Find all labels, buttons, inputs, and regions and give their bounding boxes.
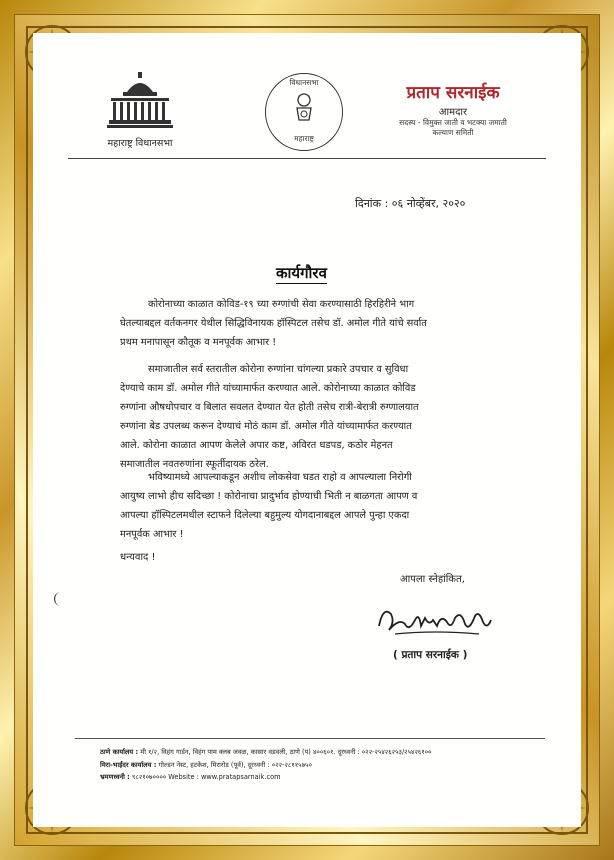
committee-line-2: कल्याण समिती — [432, 128, 474, 137]
footer-thane-office — [100, 747, 540, 756]
vidhan-bhavan-building-icon — [105, 70, 175, 130]
emblem-top-text: विधानसभा — [289, 78, 319, 87]
left-logo-caption: महाराष्ट्र विधानसभा — [107, 138, 173, 149]
paragraph-2 — [120, 360, 548, 474]
vidhan-sabha-emblem — [265, 73, 343, 151]
paragraph-line: भविष्यामध्ये आपल्याकडून अशीच लोकसेवा घडत राहो व आपल्याला निरोगी — [148, 472, 412, 483]
thanks-text: धन्यवाद ! — [120, 552, 156, 563]
footer-text: गोल्डन नेस्ट, हटकेश, मिरारोड (पूर्व), दूरध्वनी : ०२२-२८११५७५० — [158, 761, 312, 769]
paragraph-line: रुग्णांना औषधोपचार व बिलात सवलत देण्यात येत होती तसेच रात्री-बेरात्री रुग्णालयात — [120, 402, 419, 413]
paragraph-line: समाजातील नवतरुणांना स्फूर्तीदायक ठरेल. — [120, 459, 269, 470]
letter-title: कार्यगौरव — [276, 264, 327, 282]
footer-text: ९८२१०७०००० Website : www.pratapsarnaik.com — [131, 773, 281, 781]
footer-divider — [75, 738, 545, 739]
paragraph-line: कोरोनाच्या काळात कोविड-१९ च्या रुग्णांची सेवा करण्यासाठी हिरहिरीने भाग — [148, 299, 415, 310]
emblem-bottom-text: महाराष्ट्र — [294, 134, 314, 143]
footer-mira-office — [100, 760, 540, 769]
footer-contact — [100, 772, 540, 781]
header-divider — [68, 158, 546, 159]
paragraph-line: आले. कोरोना काळात आपण केलेले अपार कष्ट, अविरत धडपड, कठोर मेहनत — [120, 440, 393, 451]
footer-label: मिरा-भाईंदर कार्यालय : — [100, 761, 157, 769]
paragraph-line: आयुष्य लाभो हीच सदिच्छा ! कोरोनाचा प्रादुर्भाव होण्याची भिती न बाळगता आपण व — [120, 491, 418, 502]
state-emblem-icon — [287, 90, 321, 124]
footer-label: भ्रमणध्वनी : — [100, 773, 130, 781]
paragraph-1 — [120, 295, 548, 352]
committee-line-1: सदस्य - विमुक्त जाती व भटक्या जमाती — [399, 118, 507, 127]
paragraph-line: मनपूर्वक आभार ! — [120, 529, 184, 540]
crescent-mark-icon — [52, 591, 64, 607]
mla-name: प्रताप सरनाईक — [406, 83, 500, 103]
handwritten-signature — [375, 596, 495, 642]
paragraph-line: रुग्णांना बेड उपलब्ध करून देण्याचं मोठं काम डॉ. अमोल गीते यांच्यामार्फत करण्यात — [120, 421, 412, 432]
paragraph-line: समाजातील सर्व स्तरातील कोरोना रुग्णांना चांगल्या प्रकारे उपचार व सुविधा — [148, 364, 409, 375]
paragraph-line: देण्याचे काम डॉ. अमोल गीते यांच्यामार्फत करण्यात आले. कोरोनाच्या काळात कोविड — [120, 383, 416, 394]
footer-text: मी १/२, विहंग गार्डन, विहंग पाम क्लब जवळ, कासार वडवली, ठाणे (प) ४००६०१. दूरध्वनी : ०२२-२५४२६२५३/२५४२६१०० — [140, 748, 432, 756]
paragraph-line: घेतल्याबद्दल वर्तकनगर येथील सिद्धिविनायक हॉस्पिटल तसेच डॉ. अमोल गीते यांचे सर्वात — [120, 318, 427, 329]
closing-salutation: आपला स्नेहांकित, — [400, 574, 465, 585]
paragraph-line: आपल्या हॉस्पिटलमधील स्टाफने दिलेल्या बहुमुल्य योगदानाबद्दल आपले पुन्हा एकदा — [120, 510, 410, 521]
paragraph-line: प्रथम मनापासून कौतूक व मनपूर्वक आभार ! — [120, 337, 277, 348]
mla-designation: आमदार — [438, 107, 468, 118]
signatory-name: ( प्रताप सरनाईक ) — [393, 649, 468, 661]
vidhan-bhavan-logo — [95, 70, 185, 149]
paragraph-3 — [120, 468, 548, 544]
letterhead-name-block — [373, 80, 533, 138]
letter-date: दिनांक : ०६ नोव्हेंबर, २०२० — [355, 197, 466, 210]
footer-label: ठाणे कार्यालय : — [100, 748, 139, 756]
